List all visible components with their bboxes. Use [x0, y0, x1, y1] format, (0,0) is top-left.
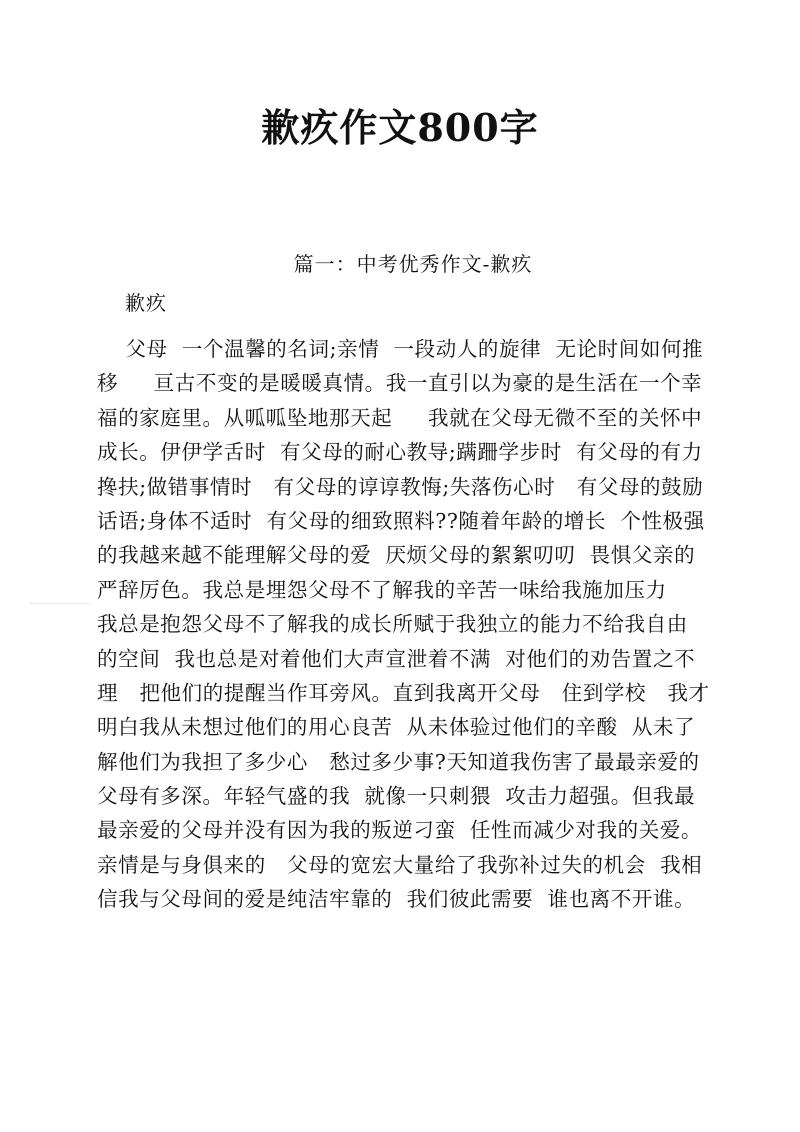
margin-dotted-rule	[30, 603, 90, 604]
essay-line: 亲情是与身俱来的 父母的宽宏大量给了我弥补过失的机会 我相	[97, 852, 703, 877]
essay-line: 最亲爱的父母并没有因为我的叛逆刁蛮 任性而减少对我的关爱。	[97, 818, 703, 843]
essay-line: 父母 一个温馨的名词;亲情 一段动人的旋律 无论时间如何推	[97, 337, 704, 361]
essay-line: 我总是抱怨父母不了解我的成长所赋于我独立的能力不给我自由	[97, 612, 688, 637]
essay-line: 成长。伊伊学舌时 有父母的耐心教导;蹒跚学步时 有父母的有力	[97, 440, 703, 465]
essay-line: 话语;身体不适时 有父母的细致照料??随着年龄的增长 个性极强	[97, 508, 705, 533]
essay-line: 的我越来越不能理解父母的爱 厌烦父母的絮絮叨叨 畏惧父亲的	[97, 543, 696, 568]
essay-line: 解他们为我担了多少心 愁过多少事?天知道我伤害了最最亲爱的	[97, 749, 700, 774]
essay-line: 福的家庭里。从呱呱坠地那天起 我就在父母无微不至的关怀中	[97, 405, 703, 430]
essay-line: 明白我从未想过他们的用心良苦 从未体验过他们的辛酸 从未了	[97, 715, 696, 740]
essay-line: 信我与父母间的爱是纯洁牢靠的 我们彼此需要 谁也离不开谁。	[97, 887, 696, 912]
essay-body	[97, 332, 709, 917]
essay-line: 严辞厉色。我总是埋怨父母不了解我的辛苦一味给我施加压力	[97, 577, 667, 602]
essay-line: 搀扶;做错事情时 有父母的谆谆教悔;失落伤心时 有父母的鼓励	[97, 474, 704, 499]
essay-line: 的空间 我也总是对着他们大声宣泄着不满 对他们的劝告置之不	[97, 646, 696, 671]
essay-title: 歉疚	[125, 291, 167, 315]
essay-line: 移 亘古不变的是暖暖真情。我一直引以为豪的是生活在一个幸	[97, 371, 703, 396]
section-heading: 篇一：中考优秀作文-歉疚	[293, 252, 533, 276]
essay-line: 父母有多深。年轻气盛的我 就像一只刺猥 攻击力超强。但我最	[97, 784, 696, 809]
essay-line: 理 把他们的提醒当作耳旁风。直到我离开父母 住到学校 我才	[97, 680, 710, 705]
document-title: 歉疚作文800字	[261, 105, 539, 150]
